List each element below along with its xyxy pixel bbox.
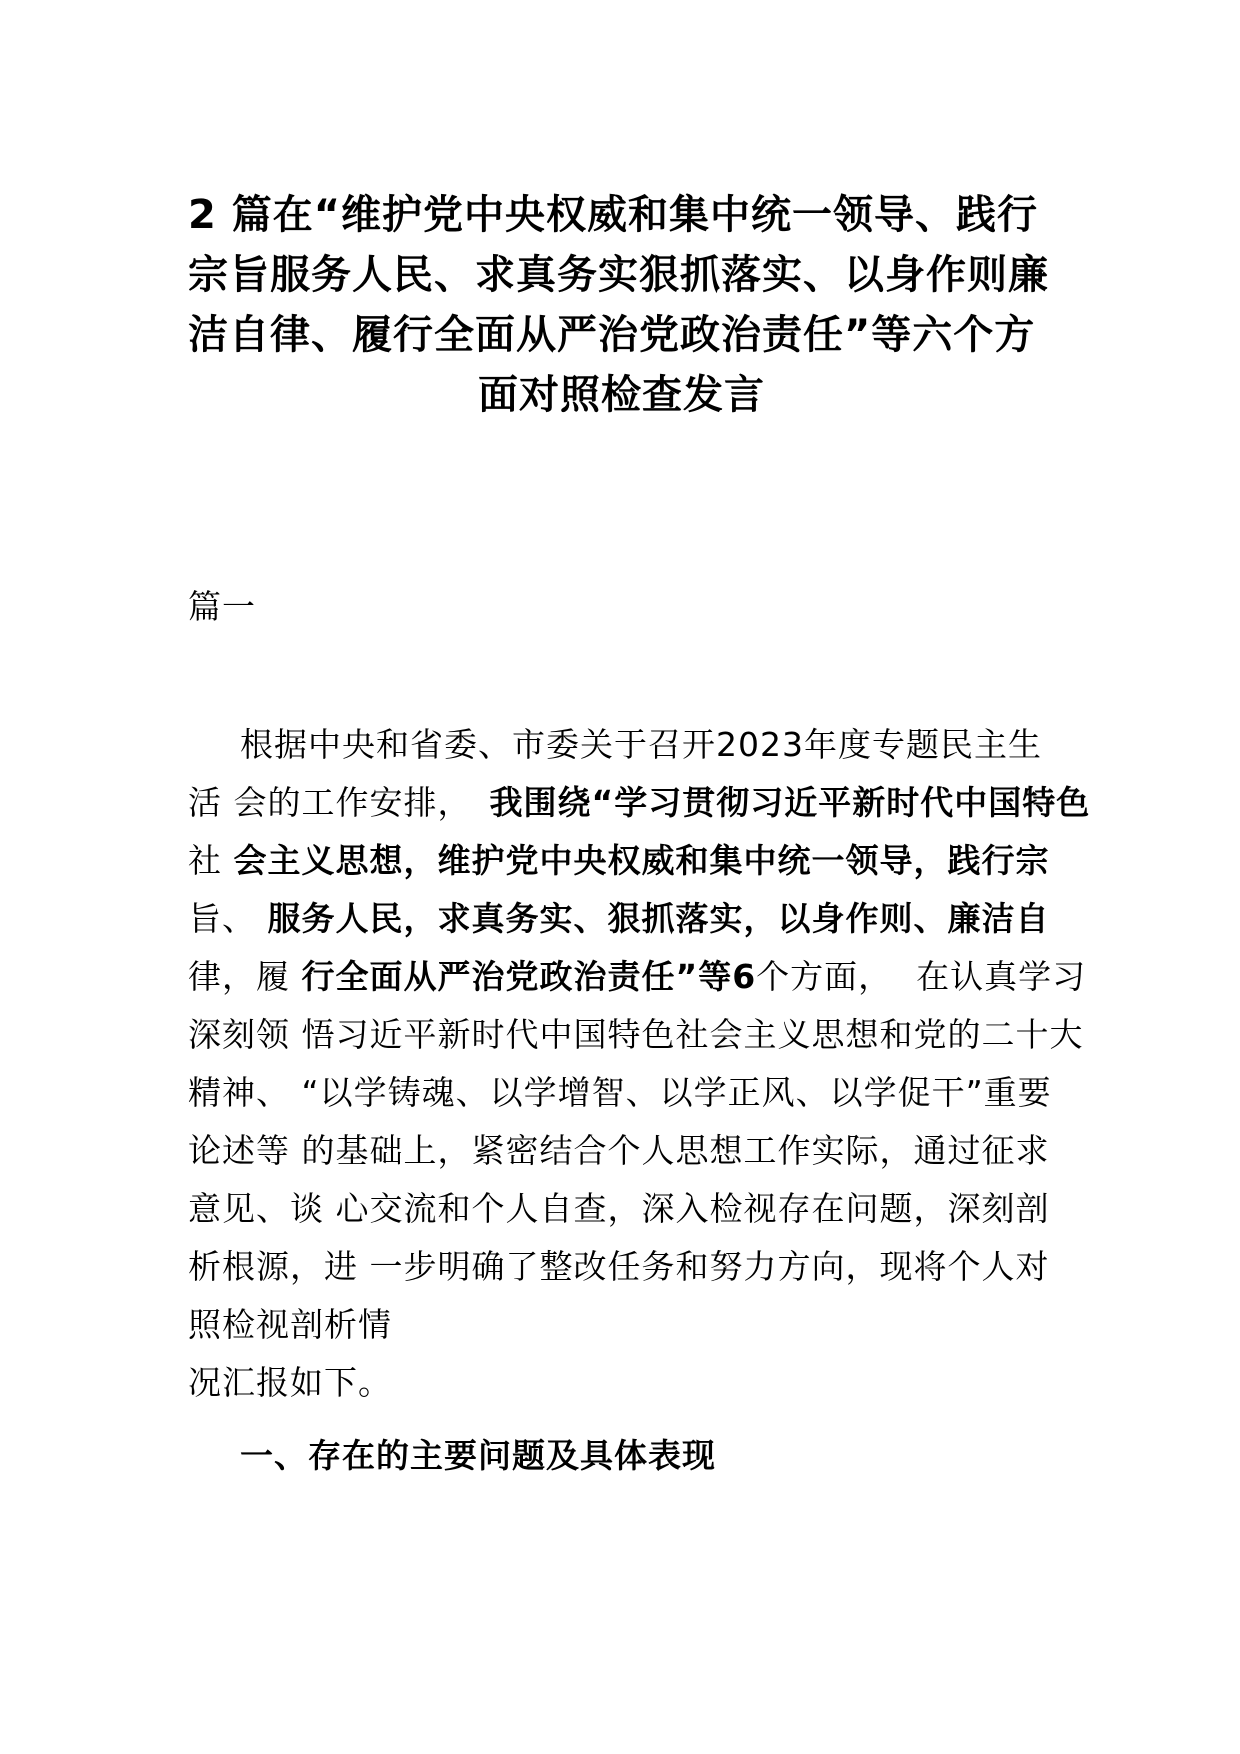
paragraph-line-11: 照检视剖析情 (188, 1305, 392, 1344)
paragraph-bold-text: 会主义思想，维护党中央权威和集中统一领导，践行宗 (233, 841, 1050, 880)
paragraph-text: 个方面， (756, 957, 893, 996)
paragraph-text: 旨、 (188, 899, 268, 938)
section-heading: 一、存在的主要问题及具体表现 (240, 1436, 716, 1475)
document-title-line-2: 宗旨服务人民、求真务实狠抓落实、以身作则廉 (188, 252, 1049, 298)
paragraph-text: 在认真学习 (916, 957, 1087, 996)
paragraph-bold-text: 服务人民，求真务实、狠抓落实，以身作则、廉洁自 (267, 899, 1050, 938)
paragraph-line-9: 意见、谈 心交流和个人自查，深入检视存在问题，深刻剖 (188, 1189, 1050, 1228)
paragraph-line-6: 深刻领 悟习近平新时代中国特色社会主义思想和党的二十大 (188, 1015, 1084, 1054)
paragraph-text: 活 会的工作安排， (188, 783, 472, 822)
paragraph-text: 律，履 (188, 957, 302, 996)
paragraph-line-5 (188, 955, 1086, 999)
paragraph-line-8: 论述等 的基础上，紧密结合个人思想工作实际，通过征求 (188, 1131, 1050, 1170)
paragraph-line-12: 况汇报如下。 (188, 1363, 392, 1402)
document-title-line-1: 2 篇在“维护党中央权威和集中统一领导、践行 (188, 192, 1039, 238)
paragraph-line-10: 析根源，进 一步明确了整改任务和努力方向，现将个人对 (188, 1247, 1050, 1286)
paragraph-line-3 (188, 839, 1050, 883)
paragraph-line-4 (188, 897, 1050, 941)
paragraph-text: 社 (188, 841, 234, 880)
section-label: 篇一 (188, 587, 256, 626)
paragraph-bold-text: 我围绕“学习贯彻习近平新时代中国特色 (489, 783, 1091, 822)
paragraph-line-7: 精神、 “以学铸魂、以学增智、以学正风、以学促干”重要 (188, 1073, 1052, 1112)
document-title-line-3: 洁自律、履行全面从严治党政治责任”等六个方 (188, 312, 1036, 358)
paragraph-line-2 (188, 781, 1090, 825)
document-title-line-4: 面对照检查发言 (478, 372, 765, 418)
paragraph-line-1: 根据中央和省委、市委关于召开2023年度专题民主生 (240, 725, 1042, 764)
paragraph-bold-text: 行全面从严治党政治责任”等6 (301, 957, 757, 996)
